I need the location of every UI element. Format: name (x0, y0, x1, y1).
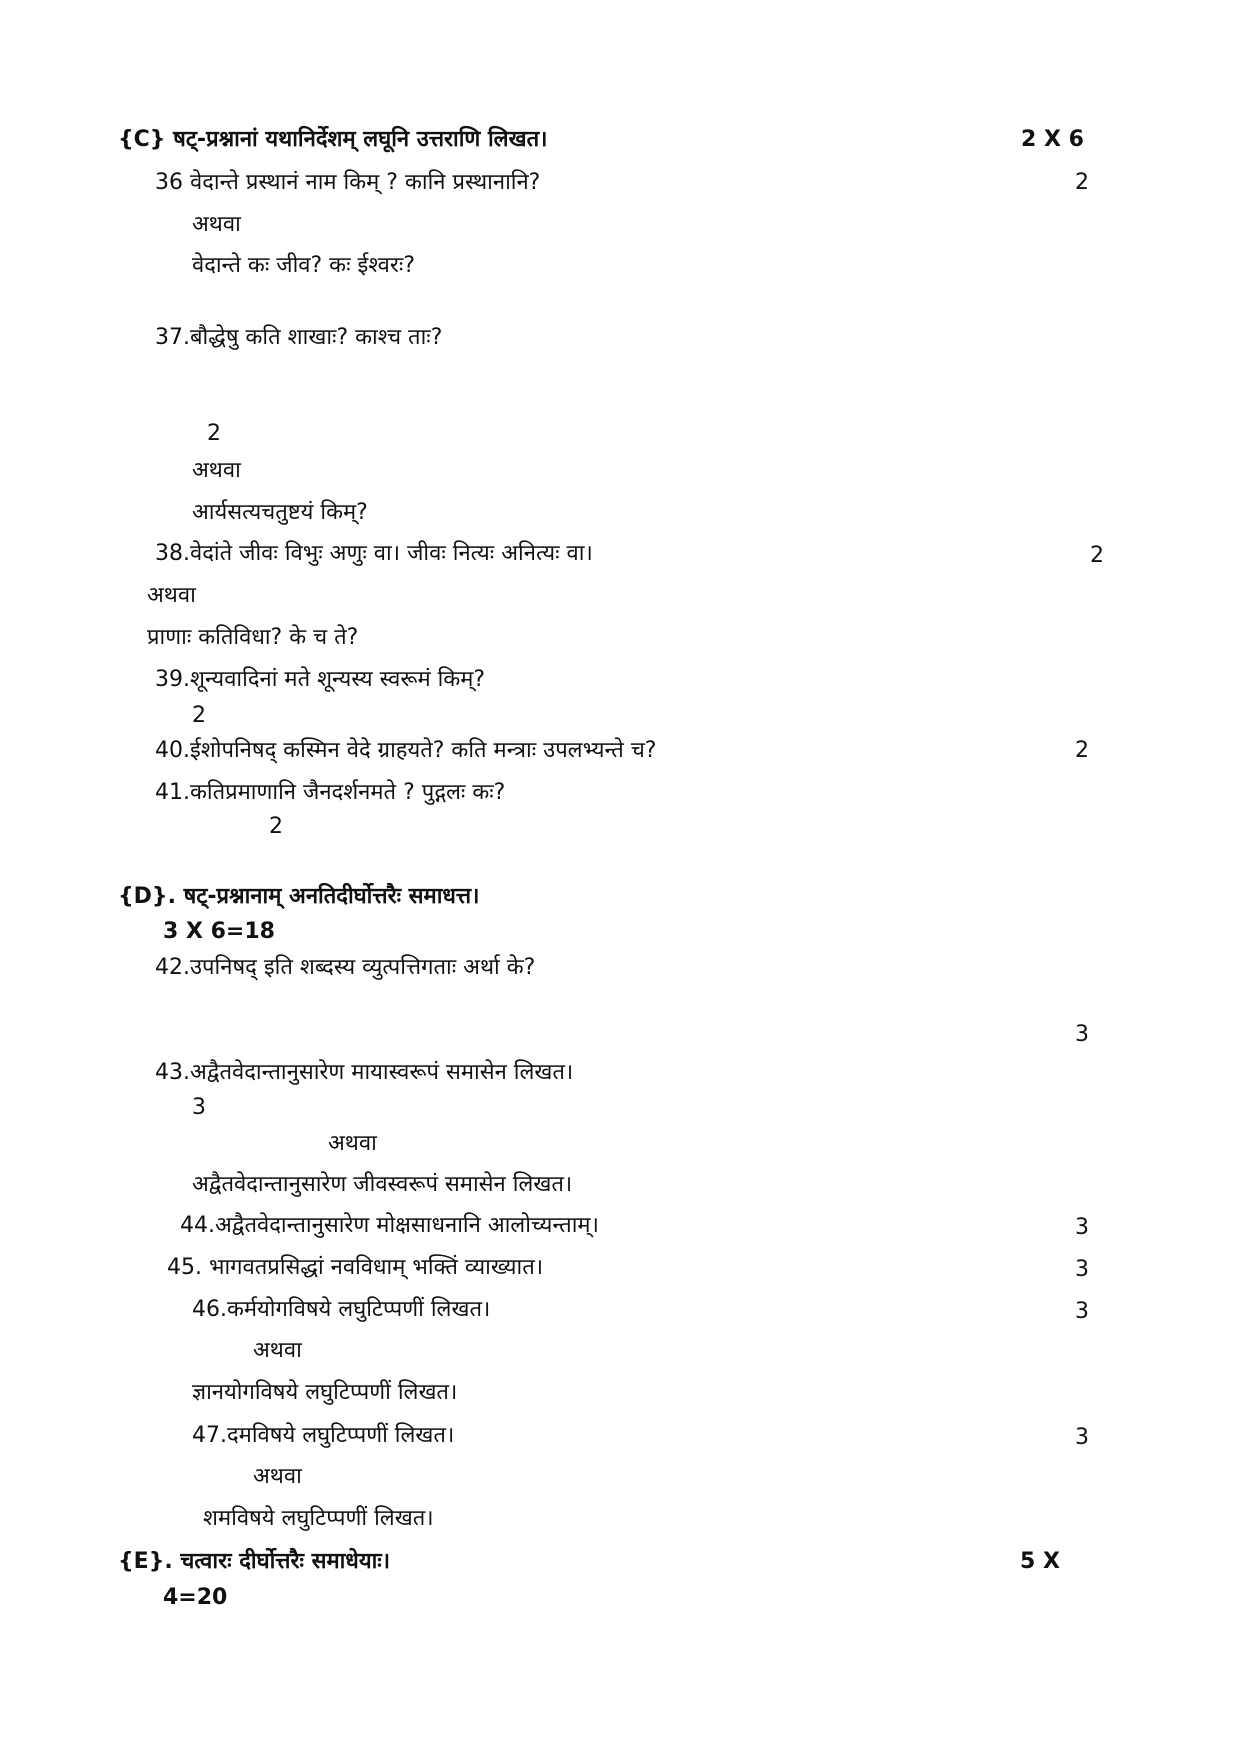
q46-marks: 3 (1075, 1299, 1089, 1324)
q37-or: अथवा (192, 458, 241, 483)
section-c-marks: 2 X 6 (1021, 127, 1084, 152)
q41-text: 41.कतिप्रमाणानि जैनदर्शनमते ? पुद्गलः कः? (155, 780, 506, 805)
q40-text: 40.ईशोपनिषद् कस्मिन वेदे ग्राहयते? कति मन्त्राः उपलभ्यन्ते च? (155, 738, 657, 763)
q36-or: अथवा (192, 212, 241, 237)
q37-text: 37.बौद्धेषु कति शाखाः? काश्च ताः? (155, 325, 443, 350)
q43-marks: 3 (192, 1095, 206, 1120)
q43-or: अथवा (328, 1131, 377, 1156)
q47-alt: शमविषये लघुटिप्पणीं लिखत। (203, 1506, 434, 1531)
q43-alt: अद्वैतवेदान्तानुसारेण जीवस्वरूपं समासेन लिखत। (192, 1172, 573, 1197)
q38-alt: प्राणाः कतिविधा? के च ते? (147, 625, 359, 650)
q45-text: 45. भागवतप्रसिद्धां नवविधाम् भक्तिं व्याख्यात। (167, 1255, 544, 1280)
section-d-heading: {D}. षट्-प्रश्नानाम् अनतिदीर्घोत्तरैः समाधत्त। (118, 884, 480, 909)
section-e-marks-total: 4=20 (163, 1585, 228, 1610)
q46-or: अथवा (253, 1338, 302, 1363)
q42-text: 42.उपनिषद् इति शब्दस्य व्युत्पत्तिगताः अर्था के? (155, 955, 536, 980)
q42-marks: 3 (1075, 1022, 1089, 1047)
q37-alt: आर्यसत्यचतुष्टयं किम्? (192, 500, 368, 525)
q44-marks: 3 (1075, 1215, 1089, 1240)
section-c-heading: {C} षट्-प्रश्नानां यथानिर्देशम् लघूनि उत्तराणि लिखत। (118, 127, 548, 152)
q38-marks: 2 (1090, 543, 1104, 568)
q44-text: 44.अद्वैतवेदान्तानुसारेण मोक्षसाधनानि आलोच्यन्ताम्। (180, 1213, 599, 1238)
q43-text: 43.अद्वैतवेदान्तानुसारेण मायास्वरूपं समासेन लिखत। (155, 1060, 574, 1085)
q36-alt: वेदान्ते कः जीव? कः ईश्वरः? (192, 253, 416, 278)
q40-marks: 2 (1075, 738, 1089, 763)
q41-marks: 2 (269, 814, 283, 839)
q47-or: अथवा (253, 1464, 302, 1489)
q39-text: 39.शून्यवादिनां मते शून्यस्य स्वरूमं किम्? (155, 667, 486, 692)
q47-text: 47.दमविषये लघुटिप्पणीं लिखत। (192, 1423, 455, 1448)
section-e-heading: {E}. चत्वारः दीर्घोत्तरैः समाधेयाः। (118, 1549, 391, 1574)
q37-marks: 2 (207, 421, 221, 446)
q36-text: 36 वेदान्ते प्रस्थानं नाम किम् ? कानि प्रस्थानानि? (155, 170, 541, 195)
q46-alt: ज्ञानयोगविषये लघुटिप्पणीं लिखत। (192, 1380, 458, 1405)
q45-marks: 3 (1075, 1257, 1089, 1282)
q47-marks: 3 (1075, 1425, 1089, 1450)
section-d-marks: 3 X 6=18 (163, 919, 275, 944)
q46-text: 46.कर्मयोगविषये लघुटिप्पणीं लिखत। (192, 1297, 491, 1322)
section-e-marks: 5 X (1020, 1549, 1060, 1574)
q38-or: अथवा (147, 583, 196, 608)
q38-text: 38.वेदांते जीवः विभुः अणुः वा। जीवः नित्यः अनित्यः वा। (155, 541, 593, 566)
q39-marks: 2 (192, 703, 206, 728)
q36-marks: 2 (1075, 170, 1089, 195)
